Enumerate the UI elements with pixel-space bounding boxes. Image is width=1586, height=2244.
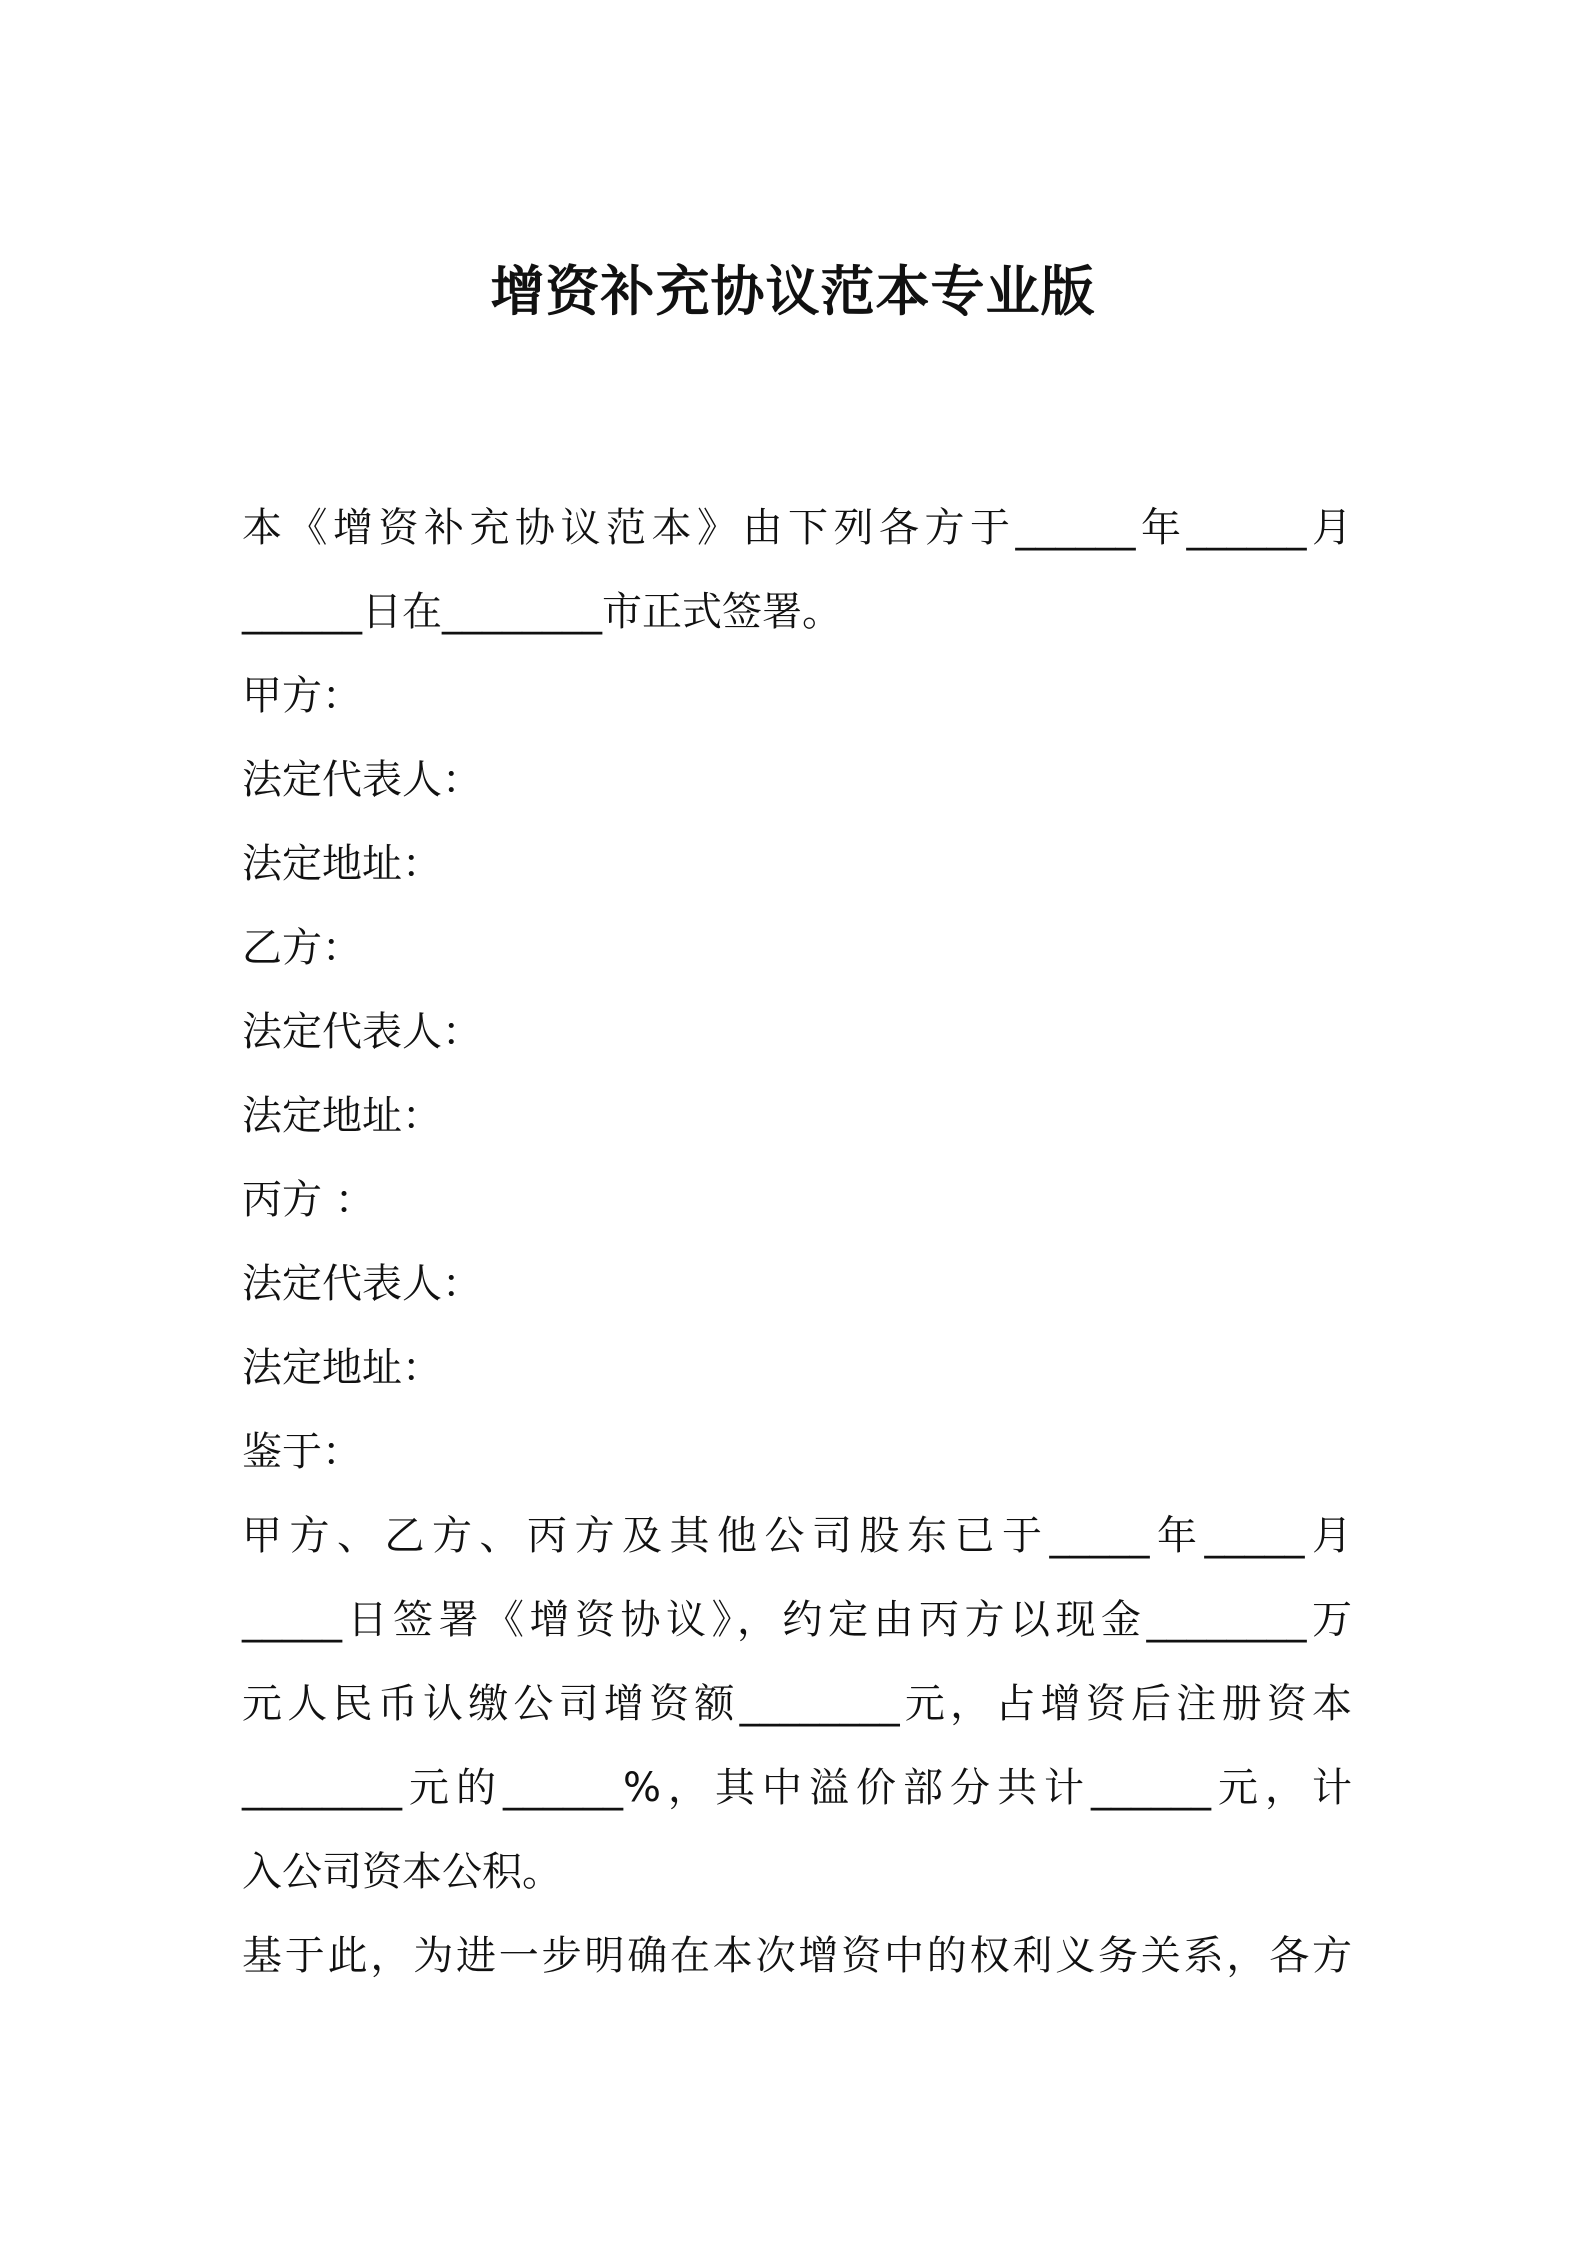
- paragraph-line: 本《增资补充协议范本》由下列各方于______年______月: [242, 505, 1352, 551]
- legal-address-label: 法定地址：: [242, 841, 442, 887]
- party-b-label: 乙方：: [242, 925, 362, 971]
- party-a-label: 甲方：: [242, 673, 362, 719]
- legal-address-label: 法定地址：: [242, 1345, 442, 1391]
- paragraph-line: 入公司资本公积。: [242, 1849, 562, 1895]
- paragraph-line: _____日签署《增资协议》，约定由丙方以现金________万: [242, 1597, 1352, 1643]
- legal-representative-label: 法定代表人：: [242, 1009, 482, 1055]
- paragraph-line: 元人民币认缴公司增资额________元，占增资后注册资本: [242, 1681, 1352, 1727]
- paragraph-line: 甲方、乙方、丙方及其他公司股东已于_____年_____月: [242, 1513, 1352, 1559]
- paragraph-line: ______日在________市正式签署。: [242, 589, 842, 635]
- legal-representative-label: 法定代表人：: [242, 1261, 482, 1307]
- party-c-label: 丙方 ：: [242, 1177, 375, 1223]
- whereas-label: 鉴于：: [242, 1429, 362, 1475]
- paragraph-line: 基于此，为进一步明确在本次增资中的权利义务关系，各方: [242, 1933, 1352, 1979]
- legal-address-label: 法定地址：: [242, 1093, 442, 1139]
- document-title: 增资补充协议范本专业版: [490, 260, 1096, 323]
- legal-representative-label: 法定代表人：: [242, 757, 482, 803]
- paragraph-line: ________元的______%，其中溢价部分共计______元，计: [242, 1765, 1352, 1811]
